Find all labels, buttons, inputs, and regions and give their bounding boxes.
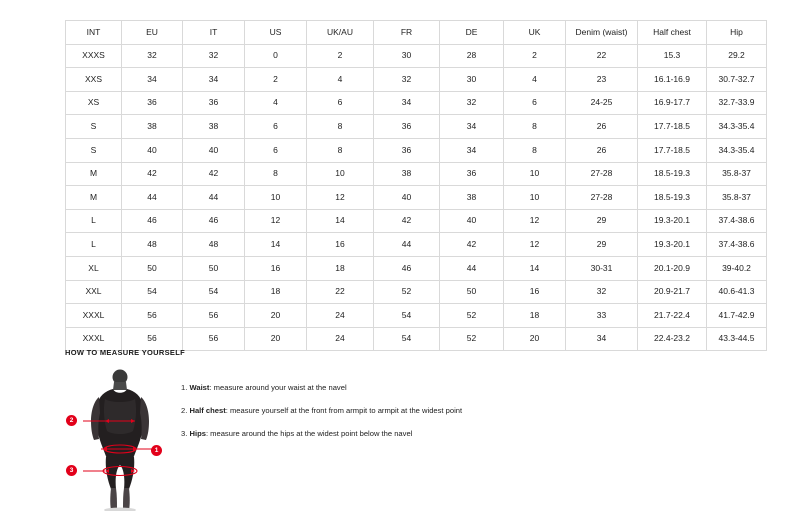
table-cell: 32 <box>440 91 504 115</box>
column-header: IT <box>183 21 245 45</box>
table-cell: 26 <box>566 138 638 162</box>
table-cell: 34 <box>440 115 504 139</box>
table-cell: 19.3-20.1 <box>638 209 707 233</box>
table-cell: 26 <box>566 115 638 139</box>
table-cell: 33 <box>566 304 638 328</box>
table-cell: M <box>66 162 122 186</box>
table-cell: 44 <box>183 186 245 210</box>
table-cell: 4 <box>245 91 307 115</box>
table-cell: 36 <box>183 91 245 115</box>
table-cell: 48 <box>183 233 245 257</box>
table-cell: 21.7-22.4 <box>638 304 707 328</box>
table-cell: 30.7-32.7 <box>707 68 767 92</box>
table-cell: 6 <box>504 91 566 115</box>
table-cell: 14 <box>245 233 307 257</box>
table-cell: 42 <box>122 162 183 186</box>
table-row <box>66 68 767 92</box>
table-cell: 35.8-37 <box>707 162 767 186</box>
table-cell: 17.7-18.5 <box>638 115 707 139</box>
table-cell: S <box>66 115 122 139</box>
table-cell: L <box>66 233 122 257</box>
table-cell: 42 <box>440 233 504 257</box>
instruction-text: : measure around your waist at the navel <box>209 383 347 392</box>
table-cell: 12 <box>245 209 307 233</box>
table-cell: 6 <box>245 115 307 139</box>
table-cell: 38 <box>183 115 245 139</box>
table-cell: XXXL <box>66 327 122 351</box>
table-cell: 6 <box>245 138 307 162</box>
table-cell: 34 <box>440 138 504 162</box>
table-cell: 10 <box>504 162 566 186</box>
table-cell: XXXS <box>66 44 122 68</box>
measure-instruction-half-chest <box>181 406 462 415</box>
table-cell: 44 <box>122 186 183 210</box>
table-cell: XXL <box>66 280 122 304</box>
instruction-text: : measure yourself at the front from armpit to armpit at the widest point <box>225 406 463 416</box>
table-cell: 20.9-21.7 <box>638 280 707 304</box>
table-cell: 54 <box>122 280 183 304</box>
table-cell: 34.3-35.4 <box>707 138 767 162</box>
table-cell: XL <box>66 256 122 280</box>
table-cell: 14 <box>504 256 566 280</box>
table-cell: 29 <box>566 209 638 233</box>
table-cell: 23 <box>566 68 638 92</box>
table-row <box>66 209 767 233</box>
table-cell: 10 <box>307 162 374 186</box>
table-cell: 18.5-19.3 <box>638 162 707 186</box>
instruction-label: Waist <box>189 383 210 392</box>
table-cell: 44 <box>440 256 504 280</box>
table-cell: 27-28 <box>566 186 638 210</box>
table-cell: 46 <box>183 209 245 233</box>
mannequin-figure-icon <box>83 369 157 511</box>
table-cell: 12 <box>504 233 566 257</box>
table-cell: 18 <box>307 256 374 280</box>
column-header: FR <box>374 21 440 45</box>
table-cell: 16 <box>504 280 566 304</box>
instruction-number: 2. <box>181 406 188 416</box>
table-cell: 46 <box>122 209 183 233</box>
table-row <box>66 280 767 304</box>
table-cell: 36 <box>440 162 504 186</box>
table-cell: 24 <box>307 327 374 351</box>
table-cell: 28 <box>440 44 504 68</box>
table-cell: 40 <box>374 186 440 210</box>
how-to-measure-body <box>65 369 733 514</box>
table-cell: 29.2 <box>707 44 767 68</box>
table-cell: 46 <box>374 256 440 280</box>
table-cell: 36 <box>122 91 183 115</box>
table-cell: 10 <box>245 186 307 210</box>
table-cell: 20.1-20.9 <box>638 256 707 280</box>
table-cell: 20 <box>504 327 566 351</box>
table-cell: 2 <box>307 44 374 68</box>
table-cell: 18 <box>504 304 566 328</box>
table-header-row <box>66 21 767 45</box>
table-row <box>66 256 767 280</box>
table-cell: 32 <box>374 68 440 92</box>
table-cell: 0 <box>245 44 307 68</box>
table-cell: 17.7-18.5 <box>638 138 707 162</box>
table-cell: 34 <box>183 68 245 92</box>
column-header: Hip <box>707 21 767 45</box>
table-cell: 50 <box>122 256 183 280</box>
table-cell: 40 <box>440 209 504 233</box>
table-row <box>66 138 767 162</box>
table-cell: 40.6-41.3 <box>707 280 767 304</box>
instruction-label: Half chest <box>189 406 226 416</box>
table-cell: 52 <box>374 280 440 304</box>
table-cell: 54 <box>374 304 440 328</box>
table-cell: 39-40.2 <box>707 256 767 280</box>
table-cell: 42 <box>183 162 245 186</box>
table-cell: 38 <box>440 186 504 210</box>
measure-badge-hips: 3 <box>66 465 77 476</box>
size-chart-table <box>65 20 767 351</box>
table-cell: 56 <box>183 304 245 328</box>
table-cell: 36 <box>374 115 440 139</box>
table-row <box>66 162 767 186</box>
column-header: Denim (waist) <box>566 21 638 45</box>
table-row <box>66 304 767 328</box>
table-cell: 19.3-20.1 <box>638 233 707 257</box>
table-cell: L <box>66 209 122 233</box>
how-to-measure-section <box>65 348 733 514</box>
table-row <box>66 115 767 139</box>
table-cell: 34 <box>374 91 440 115</box>
table-cell: 32.7-33.9 <box>707 91 767 115</box>
table-cell: 43.3-44.5 <box>707 327 767 351</box>
table-cell: 18 <box>245 280 307 304</box>
size-chart-container <box>65 20 755 351</box>
table-cell: 14 <box>307 209 374 233</box>
table-cell: 54 <box>374 327 440 351</box>
table-cell: 4 <box>307 68 374 92</box>
table-cell: 40 <box>183 138 245 162</box>
instruction-label: Hips <box>189 429 206 439</box>
table-cell: 2 <box>245 68 307 92</box>
table-cell: 34 <box>122 68 183 92</box>
table-cell: 30 <box>374 44 440 68</box>
table-row <box>66 186 767 210</box>
table-cell: 22 <box>566 44 638 68</box>
table-cell: 34 <box>566 327 638 351</box>
table-cell: XXS <box>66 68 122 92</box>
table-cell: 44 <box>374 233 440 257</box>
table-cell: S <box>66 138 122 162</box>
how-to-measure-title: HOW TO MEASURE YOURSELF <box>65 348 185 357</box>
table-cell: 50 <box>183 256 245 280</box>
instruction-number: 3. <box>181 429 188 439</box>
table-cell: 34.3-35.4 <box>707 115 767 139</box>
table-cell: 12 <box>504 209 566 233</box>
table-cell: 38 <box>374 162 440 186</box>
table-cell: 12 <box>307 186 374 210</box>
table-cell: 22 <box>307 280 374 304</box>
table-cell: 15.3 <box>638 44 707 68</box>
table-cell: 37.4-38.6 <box>707 209 767 233</box>
table-cell: 56 <box>122 304 183 328</box>
table-cell: 16.9-17.7 <box>638 91 707 115</box>
table-cell: 29 <box>566 233 638 257</box>
column-header: INT <box>66 21 122 45</box>
table-cell: 41.7-42.9 <box>707 304 767 328</box>
table-row <box>66 233 767 257</box>
table-cell: 16 <box>245 256 307 280</box>
instruction-text: : measure around the hips at the widest point below the navel <box>205 429 413 439</box>
table-cell: 37.4-38.6 <box>707 233 767 257</box>
table-cell: 50 <box>440 280 504 304</box>
table-row <box>66 91 767 115</box>
measure-instructions-list <box>175 369 462 452</box>
table-cell: 18.5-19.3 <box>638 186 707 210</box>
table-cell: 32 <box>566 280 638 304</box>
mannequin-illustration-container <box>65 369 175 514</box>
table-cell: 4 <box>504 68 566 92</box>
column-header: Half chest <box>638 21 707 45</box>
table-cell: 38 <box>122 115 183 139</box>
table-cell: 10 <box>504 186 566 210</box>
table-cell: 56 <box>122 327 183 351</box>
measure-badge-half-chest: 2 <box>66 415 77 426</box>
table-cell: 8 <box>504 138 566 162</box>
table-row <box>66 44 767 68</box>
table-cell: 52 <box>440 304 504 328</box>
table-cell: 8 <box>307 138 374 162</box>
table-cell: 32 <box>122 44 183 68</box>
measure-instruction-hips <box>181 429 462 438</box>
table-cell: 27-28 <box>566 162 638 186</box>
column-header: UK <box>504 21 566 45</box>
table-cell: 8 <box>245 162 307 186</box>
table-cell: 35.8-37 <box>707 186 767 210</box>
table-cell: 54 <box>183 280 245 304</box>
column-header: DE <box>440 21 504 45</box>
table-cell: 16 <box>307 233 374 257</box>
column-header: US <box>245 21 307 45</box>
measure-badge-waist: 1 <box>151 445 162 456</box>
table-cell: XS <box>66 91 122 115</box>
table-cell: 20 <box>245 327 307 351</box>
table-cell: XXXL <box>66 304 122 328</box>
table-cell: 30-31 <box>566 256 638 280</box>
table-cell: 42 <box>374 209 440 233</box>
table-cell: 30 <box>440 68 504 92</box>
table-cell: 6 <box>307 91 374 115</box>
table-cell: 20 <box>245 304 307 328</box>
instruction-number: 1. <box>181 383 188 392</box>
table-cell: 48 <box>122 233 183 257</box>
table-cell: 16.1-16.9 <box>638 68 707 92</box>
table-cell: 8 <box>504 115 566 139</box>
table-cell: 56 <box>183 327 245 351</box>
measure-instruction-waist <box>181 383 462 392</box>
table-cell: 2 <box>504 44 566 68</box>
table-cell: 52 <box>440 327 504 351</box>
table-cell: 24-25 <box>566 91 638 115</box>
column-header: UK/AU <box>307 21 374 45</box>
table-cell: 24 <box>307 304 374 328</box>
table-cell: 32 <box>183 44 245 68</box>
column-header: EU <box>122 21 183 45</box>
table-cell: 8 <box>307 115 374 139</box>
table-cell: 40 <box>122 138 183 162</box>
table-cell: M <box>66 186 122 210</box>
table-cell: 22.4-23.2 <box>638 327 707 351</box>
table-cell: 36 <box>374 138 440 162</box>
